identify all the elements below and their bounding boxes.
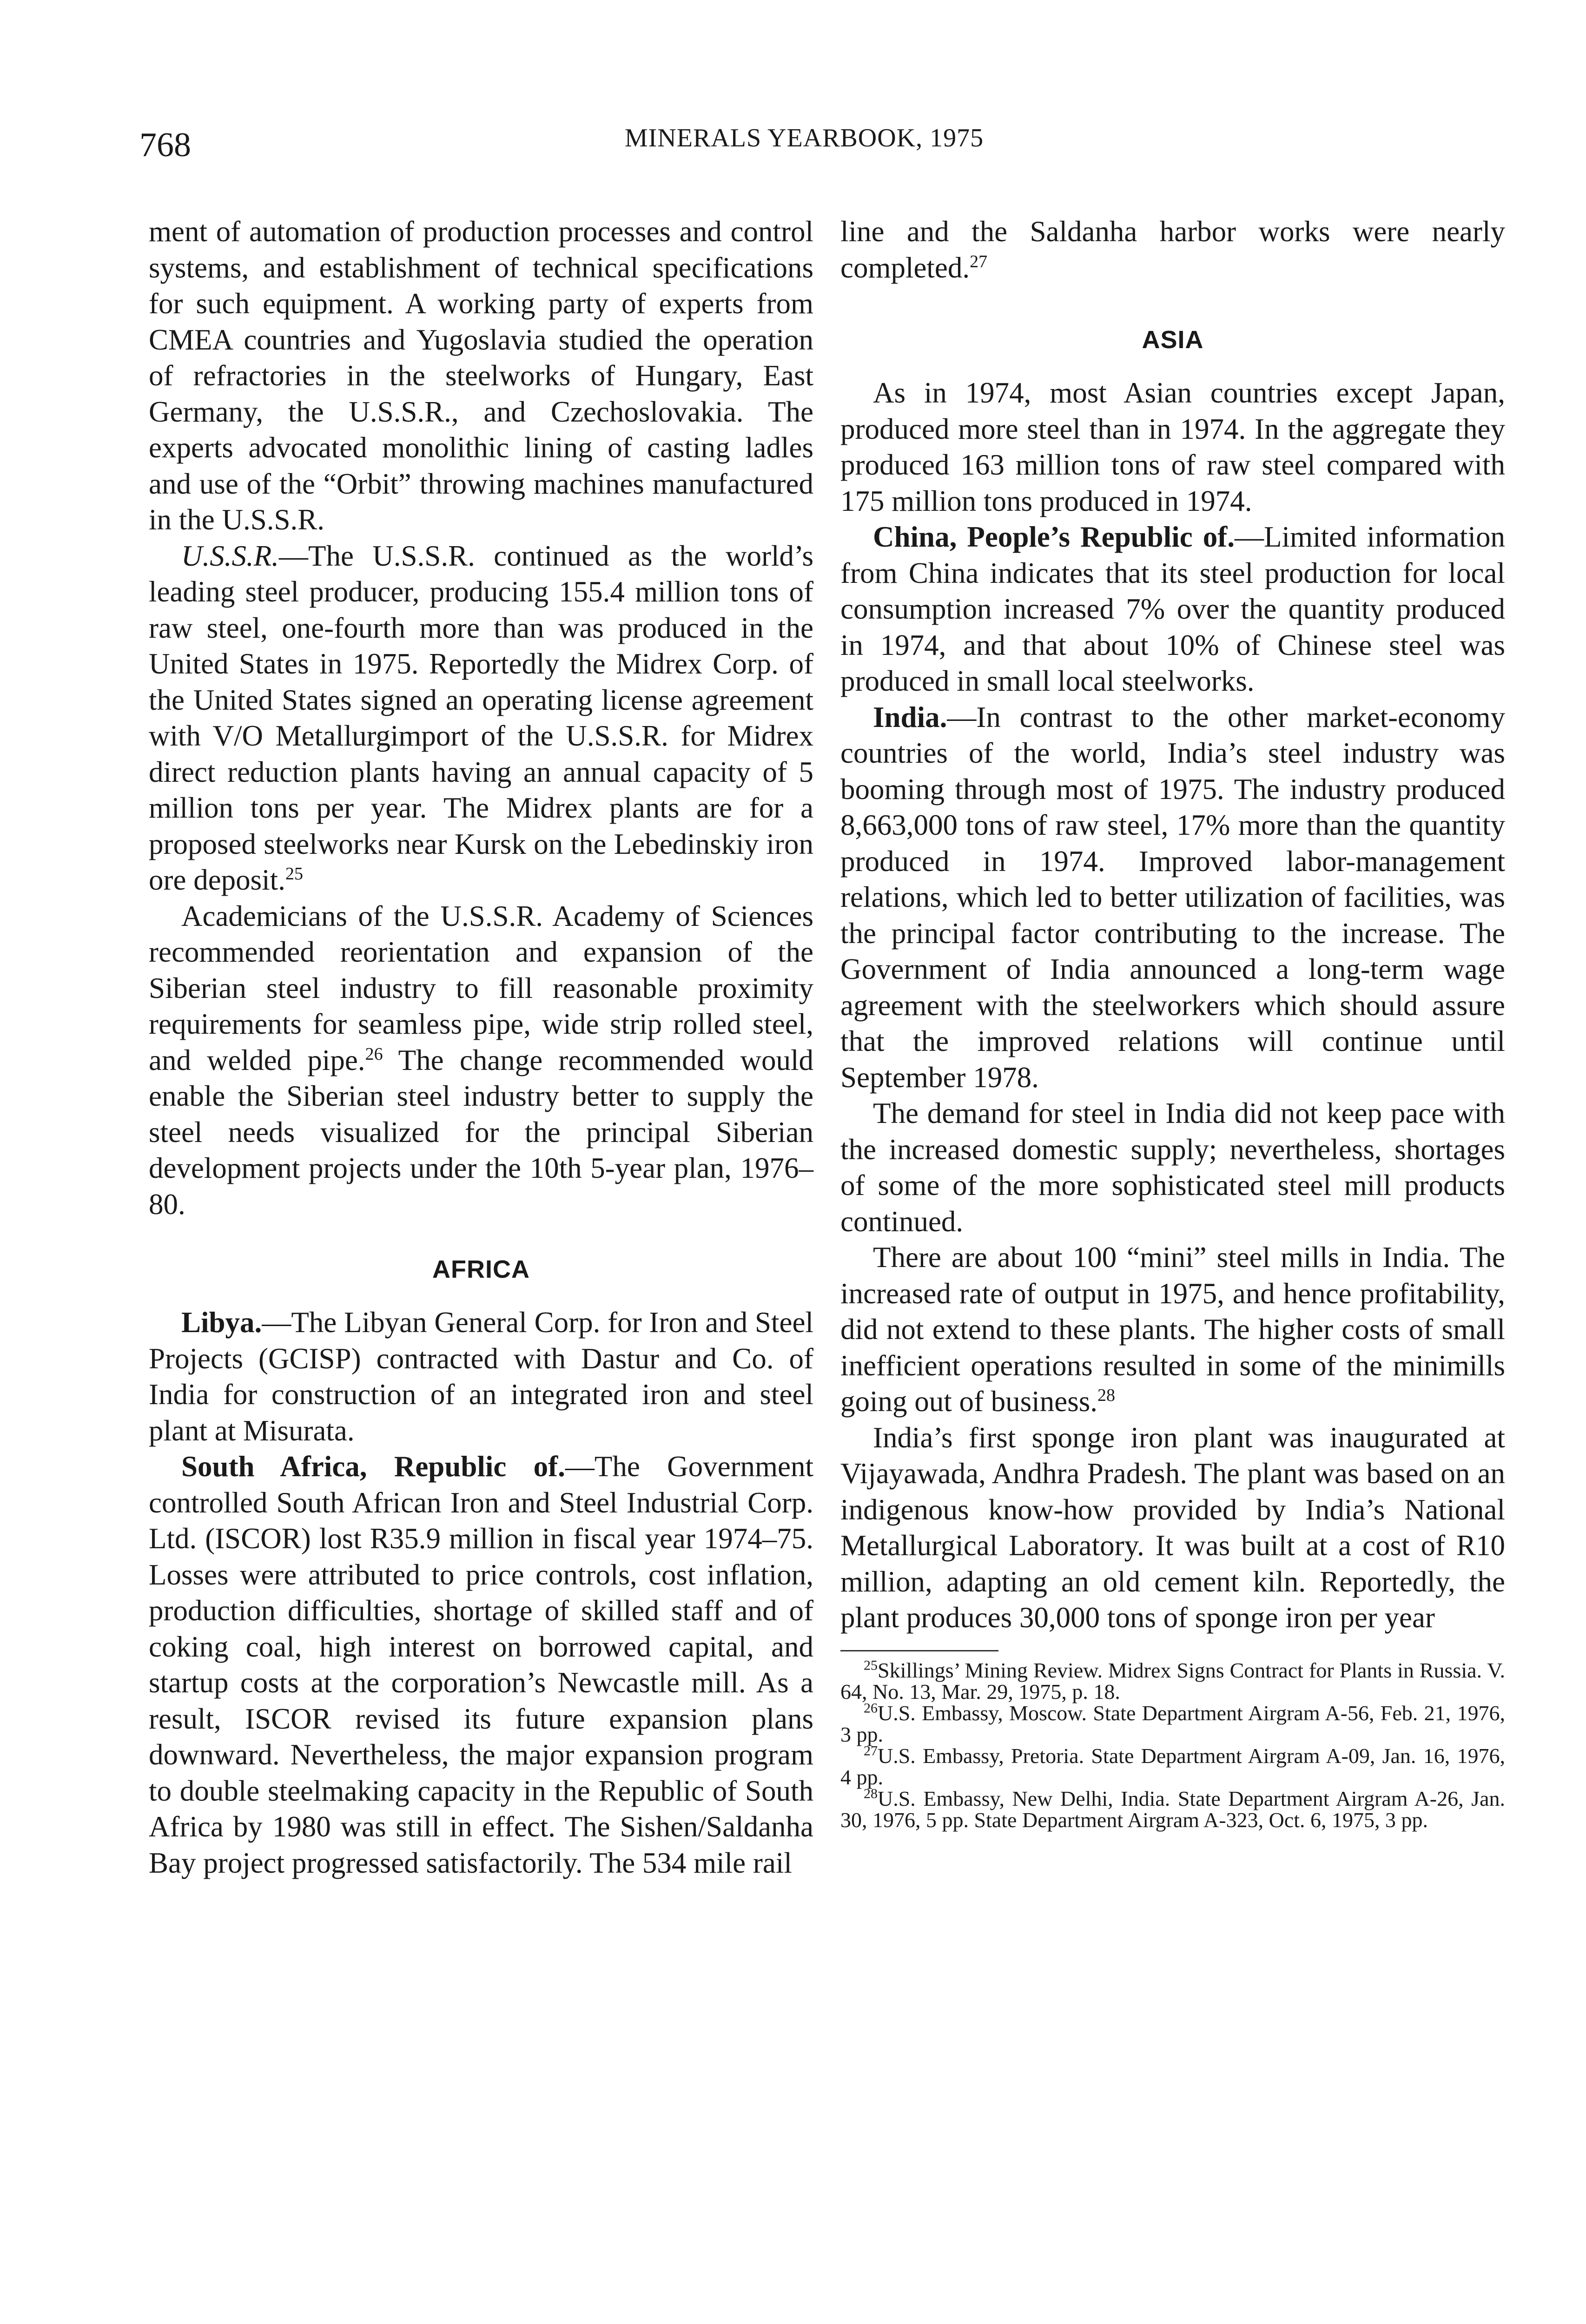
left-column bbox=[149, 214, 813, 1881]
footnote-text: Skillings’ Mining Review. Midrex Signs Contract for Plants in Russia. V. 64, No. 13, Mar. 29, 1975, p. 18. bbox=[840, 1658, 1505, 1703]
paragraph-rail-continued bbox=[840, 214, 1505, 286]
libya-text: —The Libyan General Corp. for Iron and Steel Projects (GCISP) contracted with Dastur and Co. of India for construction of an integrated iron and steel plant at Misurata. bbox=[149, 1306, 813, 1447]
south-africa-lead: South Africa, Republic of. bbox=[181, 1450, 565, 1483]
ussr-lead: U.S.S.R. bbox=[181, 539, 279, 572]
paragraph-south-africa bbox=[149, 1449, 813, 1881]
paragraph-ussr bbox=[149, 538, 813, 898]
footnote-ref-26: 26 bbox=[365, 1044, 383, 1064]
india-lead: India. bbox=[873, 700, 947, 733]
footnote-ref-28: 28 bbox=[1097, 1386, 1116, 1405]
footnote bbox=[840, 1788, 1505, 1831]
footnote-text: U.S. Embassy, Moscow. State Department Airgram A-56, Feb. 21, 1976, 3 pp. bbox=[840, 1701, 1505, 1746]
footnote-number: 26 bbox=[864, 1700, 878, 1716]
footnote bbox=[840, 1700, 1505, 1746]
paragraph-cmea: ment of automation of production processes and control systems, and establishment of technical specifications for such equipment. A working party of experts from CMEA countries and Yugoslavia studied the operation of refractories in the steelworks of Hungary, East Germany, the U.S.S.R., and Czechoslovakia. The experts advocated monolithic lining of casting ladles and use of the “Orbit” throwing machines manufactured in the U.S.S.R. bbox=[149, 215, 813, 536]
libya-lead: Libya. bbox=[181, 1306, 262, 1339]
footnote-ref-27: 27 bbox=[970, 251, 988, 271]
footnote-number: 25 bbox=[864, 1657, 878, 1673]
paragraph-sponge-iron: India’s first sponge iron plant was inaugurated at Vijayawada, Andhra Pradesh. The plant was based on an indigenous know-how provided by India’s National Metallurgical Laboratory. It was built at a cost of R10 million, adapting an old cement kiln. Reportedly, the plant produces 30,000 tons of sponge iron per year bbox=[840, 1421, 1505, 1634]
running-head: MINERALS YEARBOOK, 1975 bbox=[624, 124, 984, 152]
china-text: —Limited information from China indicates that its steel production for local consumption increased 7% over the quantity produced in 1974, and that about 10% of Chinese steel was produced in small local steelworks. bbox=[840, 521, 1505, 697]
paragraph-academicians bbox=[149, 898, 813, 1223]
academicians-text-2: The change recommended would enable the Siberian steel industry better to supply the steel needs visualized for the principal Siberian development projects under the 10th 5-year plan, 1976–80. bbox=[149, 1043, 813, 1221]
section-heading-africa: AFRICA bbox=[432, 1255, 530, 1283]
page-number: 768 bbox=[139, 126, 191, 164]
china-lead: China, People’s Republic of. bbox=[873, 521, 1235, 553]
footnote-number: 27 bbox=[864, 1743, 878, 1759]
academicians-text-1: Academicians of the U.S.S.R. Academy of Sciences recommended reorientation and expansion of the Siberian steel industry to fill reasonable proximity requirements for seamless pipe, wide strip rolled steel, and welded pipe. bbox=[149, 899, 813, 1076]
ussr-text: —The U.S.S.R. continued as the world’s leading steel producer, producing 155.4 million tons of raw steel, one-fourth more than was produced in the United States in 1975. Reportedly the Midrex Corp. of the United States signed an operating license agreement with V/O Metallurgimport of the U.S.S.R. for Midrex direct reduction plants having an annual capacity of 5 million tons per year. The Midrex plants are for a proposed steelworks near Kursk on the Lebedinskiy iron ore deposit. bbox=[149, 539, 813, 896]
paragraph-asia: As in 1974, most Asian countries except Japan, produced more steel than in 1974. In the aggregate they produced 163 million tons of raw steel compared with 175 million tons produced in 1974. bbox=[840, 376, 1505, 517]
paragraph-libya bbox=[149, 1305, 813, 1449]
rail-continued-text: line and the Saldanha harbor works were nearly completed. bbox=[840, 215, 1505, 284]
footnote-rule bbox=[840, 1650, 998, 1651]
paragraph-demand: The demand for steel in India did not keep pace with the increased domestic supply; nevertheless, shortages of some of the more sophisticated steel mill products continued. bbox=[840, 1097, 1505, 1238]
footnote bbox=[840, 1657, 1505, 1703]
paragraph-mini-mills bbox=[840, 1240, 1505, 1420]
footnote-number: 28 bbox=[864, 1786, 878, 1802]
footnote-text: U.S. Embassy, Pretoria. State Department Airgram A-09, Jan. 16, 1976, 4 pp. bbox=[840, 1743, 1505, 1789]
paragraph-india bbox=[840, 700, 1505, 1096]
right-column bbox=[840, 214, 1505, 1831]
india-text: —In contrast to the other market-economy countries of the world, India’s steel industry was booming through most of 1975. The industry produced 8,663,000 tons of raw steel, 17% more than the quantity produced in 1974. Improved labor-management relations, which led to better utilization of facilities, was the principal factor contributing to the increase. The Government of India announced a long-term wage agreement with the steelworkers which should assure that the improved relations will continue until September 1978. bbox=[840, 700, 1505, 1094]
south-africa-text: —The Government controlled South African Iron and Steel Industrial Corp. Ltd. (ISCOR) lost R35.9 million in fiscal year 1974–75. Losses were attributed to price controls, cost inflation, production difficulties, shortage of skilled staff and of coking coal, high interest on borrowed capital, and startup costs at the corporation’s Newcastle mill. As a result, ISCOR revised its future expansion plans downward. Nevertheless, the major expansion program to double steelmaking capacity in the Republic of South Africa by 1980 was still in effect. The Sishen/Saldanha Bay project progressed satisfactorily. The 534 mile rail bbox=[149, 1450, 814, 1879]
footnote-ref-25: 25 bbox=[285, 864, 303, 884]
footnote-text: U.S. Embassy, New Delhi, India. State Department Airgram A-26, Jan. 30, 1976, 5 pp. State Department Airgram A-323, Oct. 6, 1975, 3 pp. bbox=[840, 1786, 1505, 1832]
footnote bbox=[840, 1745, 1505, 1788]
paragraph-china bbox=[840, 519, 1505, 700]
mini-mills-text: There are about 100 “mini” steel mills in India. The increased rate of output in 1975, and hence profitability, did not extend to these plants. The higher costs of small inefficient operations resulted in some of the minimills going out of business. bbox=[840, 1241, 1505, 1418]
section-heading-asia: ASIA bbox=[1142, 326, 1204, 354]
